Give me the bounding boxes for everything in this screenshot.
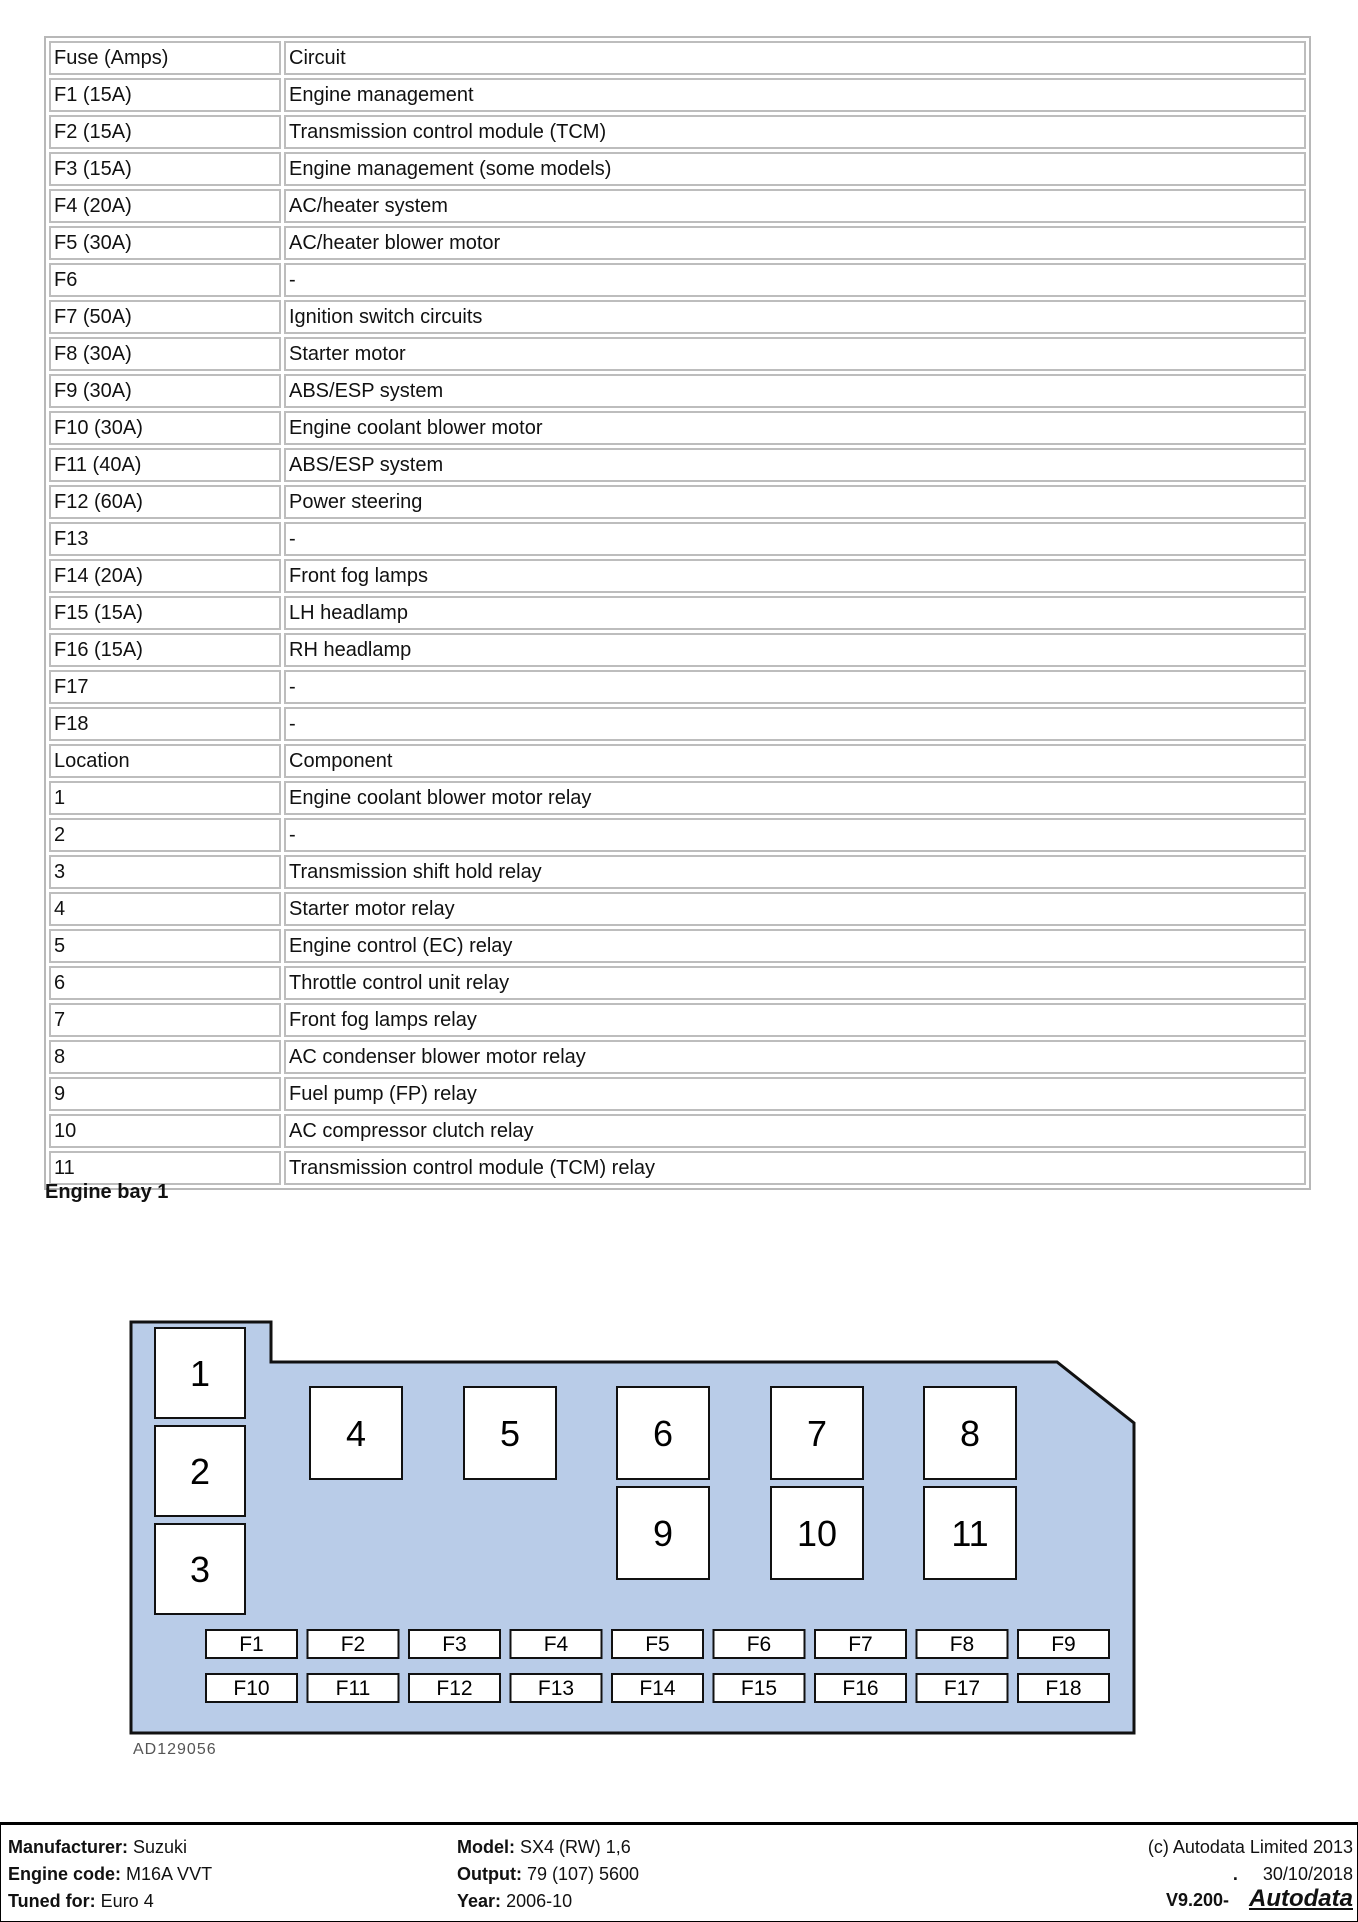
table-cell-description: Ignition switch circuits bbox=[284, 300, 1306, 334]
fuse-F5 bbox=[612, 1630, 703, 1658]
relay-1 bbox=[155, 1328, 245, 1418]
svg-text:F8: F8 bbox=[949, 1633, 975, 1656]
table-cell-description: LH headlamp bbox=[284, 596, 1306, 630]
svg-text:11: 11 bbox=[951, 1513, 989, 1554]
svg-text:F3: F3 bbox=[442, 1633, 467, 1656]
fuse-F10 bbox=[206, 1674, 297, 1702]
table-cell-description: Engine coolant blower motor bbox=[284, 411, 1306, 445]
table-cell-id: F1 (15A) bbox=[49, 78, 281, 112]
svg-text:10: 10 bbox=[796, 1513, 838, 1554]
table-cell-id: F4 (20A) bbox=[49, 189, 281, 223]
fuse-F11 bbox=[308, 1674, 399, 1702]
table-cell-id: Fuse (Amps) bbox=[49, 41, 281, 75]
svg-text:F6: F6 bbox=[746, 1633, 772, 1656]
table-cell-id: F2 (15A) bbox=[49, 115, 281, 149]
table-cell-description: AC/heater blower motor bbox=[284, 226, 1306, 260]
table-cell-description: Front fog lamps bbox=[284, 559, 1306, 593]
svg-text:F14: F14 bbox=[639, 1677, 676, 1700]
fuse-F17 bbox=[917, 1674, 1008, 1702]
table-cell-description: Starter motor relay bbox=[284, 892, 1306, 926]
fuse-F14 bbox=[612, 1674, 703, 1702]
table-cell-description: Component bbox=[284, 744, 1306, 778]
svg-text:9: 9 bbox=[652, 1513, 674, 1554]
table-cell-description: Starter motor bbox=[284, 337, 1306, 371]
table-cell-id: F10 (30A) bbox=[49, 411, 281, 445]
fuse-F1 bbox=[206, 1630, 297, 1658]
table-cell-id: F11 (40A) bbox=[49, 448, 281, 482]
svg-text:7: 7 bbox=[806, 1413, 828, 1454]
table-cell-id: 3 bbox=[49, 855, 281, 889]
fuse-F15 bbox=[714, 1674, 805, 1702]
table-cell-id: 11 bbox=[49, 1151, 281, 1185]
table-cell-id: F15 (15A) bbox=[49, 596, 281, 630]
table-cell-id: F8 (30A) bbox=[49, 337, 281, 371]
svg-text:4: 4 bbox=[345, 1413, 367, 1454]
table-cell-id: Location bbox=[49, 744, 281, 778]
table-cell-description: RH headlamp bbox=[284, 633, 1306, 667]
diagram-reference: AD129056 bbox=[133, 1741, 217, 1758]
table-cell-id: 9 bbox=[49, 1077, 281, 1111]
fuse-F13 bbox=[511, 1674, 602, 1702]
svg-text:F16: F16 bbox=[842, 1677, 879, 1700]
relay-6 bbox=[617, 1387, 709, 1479]
relay-11 bbox=[924, 1487, 1016, 1579]
diagram-title: Engine bay 1 bbox=[45, 1181, 169, 1203]
svg-text:F15: F15 bbox=[740, 1677, 778, 1700]
table-cell-id: F18 bbox=[49, 707, 281, 741]
table-cell-id: 5 bbox=[49, 929, 281, 963]
table-cell-id: 10 bbox=[49, 1114, 281, 1148]
table-cell-id: F7 (50A) bbox=[49, 300, 281, 334]
table-cell-description: Front fog lamps relay bbox=[284, 1003, 1306, 1037]
footer-model: Model: SX4 (RW) 1,6 bbox=[457, 1837, 631, 1857]
table-cell-description: Power steering bbox=[284, 485, 1306, 519]
footer-engine-code: Engine code: M16A VVT bbox=[8, 1864, 213, 1884]
svg-text:F17: F17 bbox=[943, 1677, 981, 1700]
fuse-F7 bbox=[815, 1630, 906, 1658]
relay-4 bbox=[310, 1387, 402, 1479]
table-cell-description: Throttle control unit relay bbox=[284, 966, 1306, 1000]
table-cell-id: F3 (15A) bbox=[49, 152, 281, 186]
table-cell-id: 6 bbox=[49, 966, 281, 1000]
table-cell-description: - bbox=[284, 522, 1306, 556]
table-cell-description: ABS/ESP system bbox=[284, 448, 1306, 482]
table-cell-description: AC/heater system bbox=[284, 189, 1306, 223]
svg-text:F4: F4 bbox=[543, 1633, 569, 1656]
table-cell-description: - bbox=[284, 707, 1306, 741]
table-cell-description: - bbox=[284, 263, 1306, 297]
table-cell-id: F16 (15A) bbox=[49, 633, 281, 667]
table-cell-description: Transmission shift hold relay bbox=[284, 855, 1306, 889]
table-cell-id: 7 bbox=[49, 1003, 281, 1037]
table-cell-id: F14 (20A) bbox=[49, 559, 281, 593]
relay-8 bbox=[924, 1387, 1016, 1479]
table-cell-id: 2 bbox=[49, 818, 281, 852]
table-cell-description: Engine control (EC) relay bbox=[284, 929, 1306, 963]
footer-output: Output: 79 (107) 5600 bbox=[457, 1864, 640, 1884]
table-cell-id: F12 (60A) bbox=[49, 485, 281, 519]
svg-text:F18: F18 bbox=[1045, 1677, 1082, 1700]
fuse-F16 bbox=[815, 1674, 906, 1702]
relay-10 bbox=[771, 1487, 863, 1579]
table-cell-description: Fuel pump (FP) relay bbox=[284, 1077, 1306, 1111]
table-cell-description: Engine coolant blower motor relay bbox=[284, 781, 1306, 815]
table-cell-description: AC condenser blower motor relay bbox=[284, 1040, 1306, 1074]
fuse-F18 bbox=[1018, 1674, 1109, 1702]
table-cell-id: F9 (30A) bbox=[49, 374, 281, 408]
fuse-F6 bbox=[714, 1630, 805, 1658]
fuse-F12 bbox=[409, 1674, 500, 1702]
footer-tuned-for: Tuned for: Euro 4 bbox=[8, 1891, 154, 1911]
table-cell-description: Engine management (some models) bbox=[284, 152, 1306, 186]
footer-date: . 30/10/2018 bbox=[1232, 1864, 1353, 1884]
svg-text:F11: F11 bbox=[335, 1677, 371, 1700]
svg-text:3: 3 bbox=[189, 1549, 211, 1590]
table-cell-description: Circuit bbox=[284, 41, 1306, 75]
fuse-F4 bbox=[511, 1630, 602, 1658]
svg-text:2: 2 bbox=[189, 1451, 211, 1492]
table-cell-description: Transmission control module (TCM) bbox=[284, 115, 1306, 149]
relay-7 bbox=[771, 1387, 863, 1479]
table-cell-description: - bbox=[284, 818, 1306, 852]
svg-text:F10: F10 bbox=[233, 1677, 270, 1700]
fuse-F9 bbox=[1018, 1630, 1109, 1658]
fuse-F8 bbox=[917, 1630, 1008, 1658]
table-cell-description: ABS/ESP system bbox=[284, 374, 1306, 408]
footer-manufacturer: Manufacturer: Suzuki bbox=[8, 1837, 188, 1857]
svg-text:1: 1 bbox=[189, 1353, 211, 1394]
svg-text:F2: F2 bbox=[340, 1633, 366, 1656]
table-cell-description: - bbox=[284, 670, 1306, 704]
relay-5 bbox=[464, 1387, 556, 1479]
fuse-F3 bbox=[409, 1630, 500, 1658]
table-cell-id: 1 bbox=[49, 781, 281, 815]
fuse-F2 bbox=[308, 1630, 399, 1658]
svg-text:F13: F13 bbox=[537, 1677, 575, 1700]
svg-text:F7: F7 bbox=[848, 1633, 873, 1656]
relay-2 bbox=[155, 1426, 245, 1516]
footer-version: V9.200- Autodata bbox=[1165, 1885, 1353, 1912]
table-cell-description: Engine management bbox=[284, 78, 1306, 112]
svg-text:5: 5 bbox=[499, 1413, 521, 1454]
svg-text:6: 6 bbox=[652, 1413, 674, 1454]
footer-year: Year: 2006-10 bbox=[457, 1891, 573, 1911]
table-cell-id: F6 bbox=[49, 263, 281, 297]
autodata-logo: Autodata bbox=[1249, 1885, 1353, 1912]
table-cell-description: AC compressor clutch relay bbox=[284, 1114, 1306, 1148]
relay-9 bbox=[617, 1487, 709, 1579]
svg-text:F9: F9 bbox=[1051, 1633, 1076, 1656]
table-cell-description: Transmission control module (TCM) relay bbox=[284, 1151, 1306, 1185]
svg-text:F1: F1 bbox=[239, 1633, 264, 1656]
table-cell-id: 4 bbox=[49, 892, 281, 926]
svg-text:8: 8 bbox=[959, 1413, 981, 1454]
footer bbox=[0, 1822, 1358, 1922]
table-cell-id: 8 bbox=[49, 1040, 281, 1074]
svg-text:F12: F12 bbox=[436, 1677, 473, 1700]
footer-copyright: (c) Autodata Limited 2013 bbox=[1147, 1837, 1353, 1857]
relay-3 bbox=[155, 1524, 245, 1614]
table-cell-id: F5 (30A) bbox=[49, 226, 281, 260]
table-cell-id: F13 bbox=[49, 522, 281, 556]
svg-text:F5: F5 bbox=[645, 1633, 670, 1656]
table-cell-id: F17 bbox=[49, 670, 281, 704]
